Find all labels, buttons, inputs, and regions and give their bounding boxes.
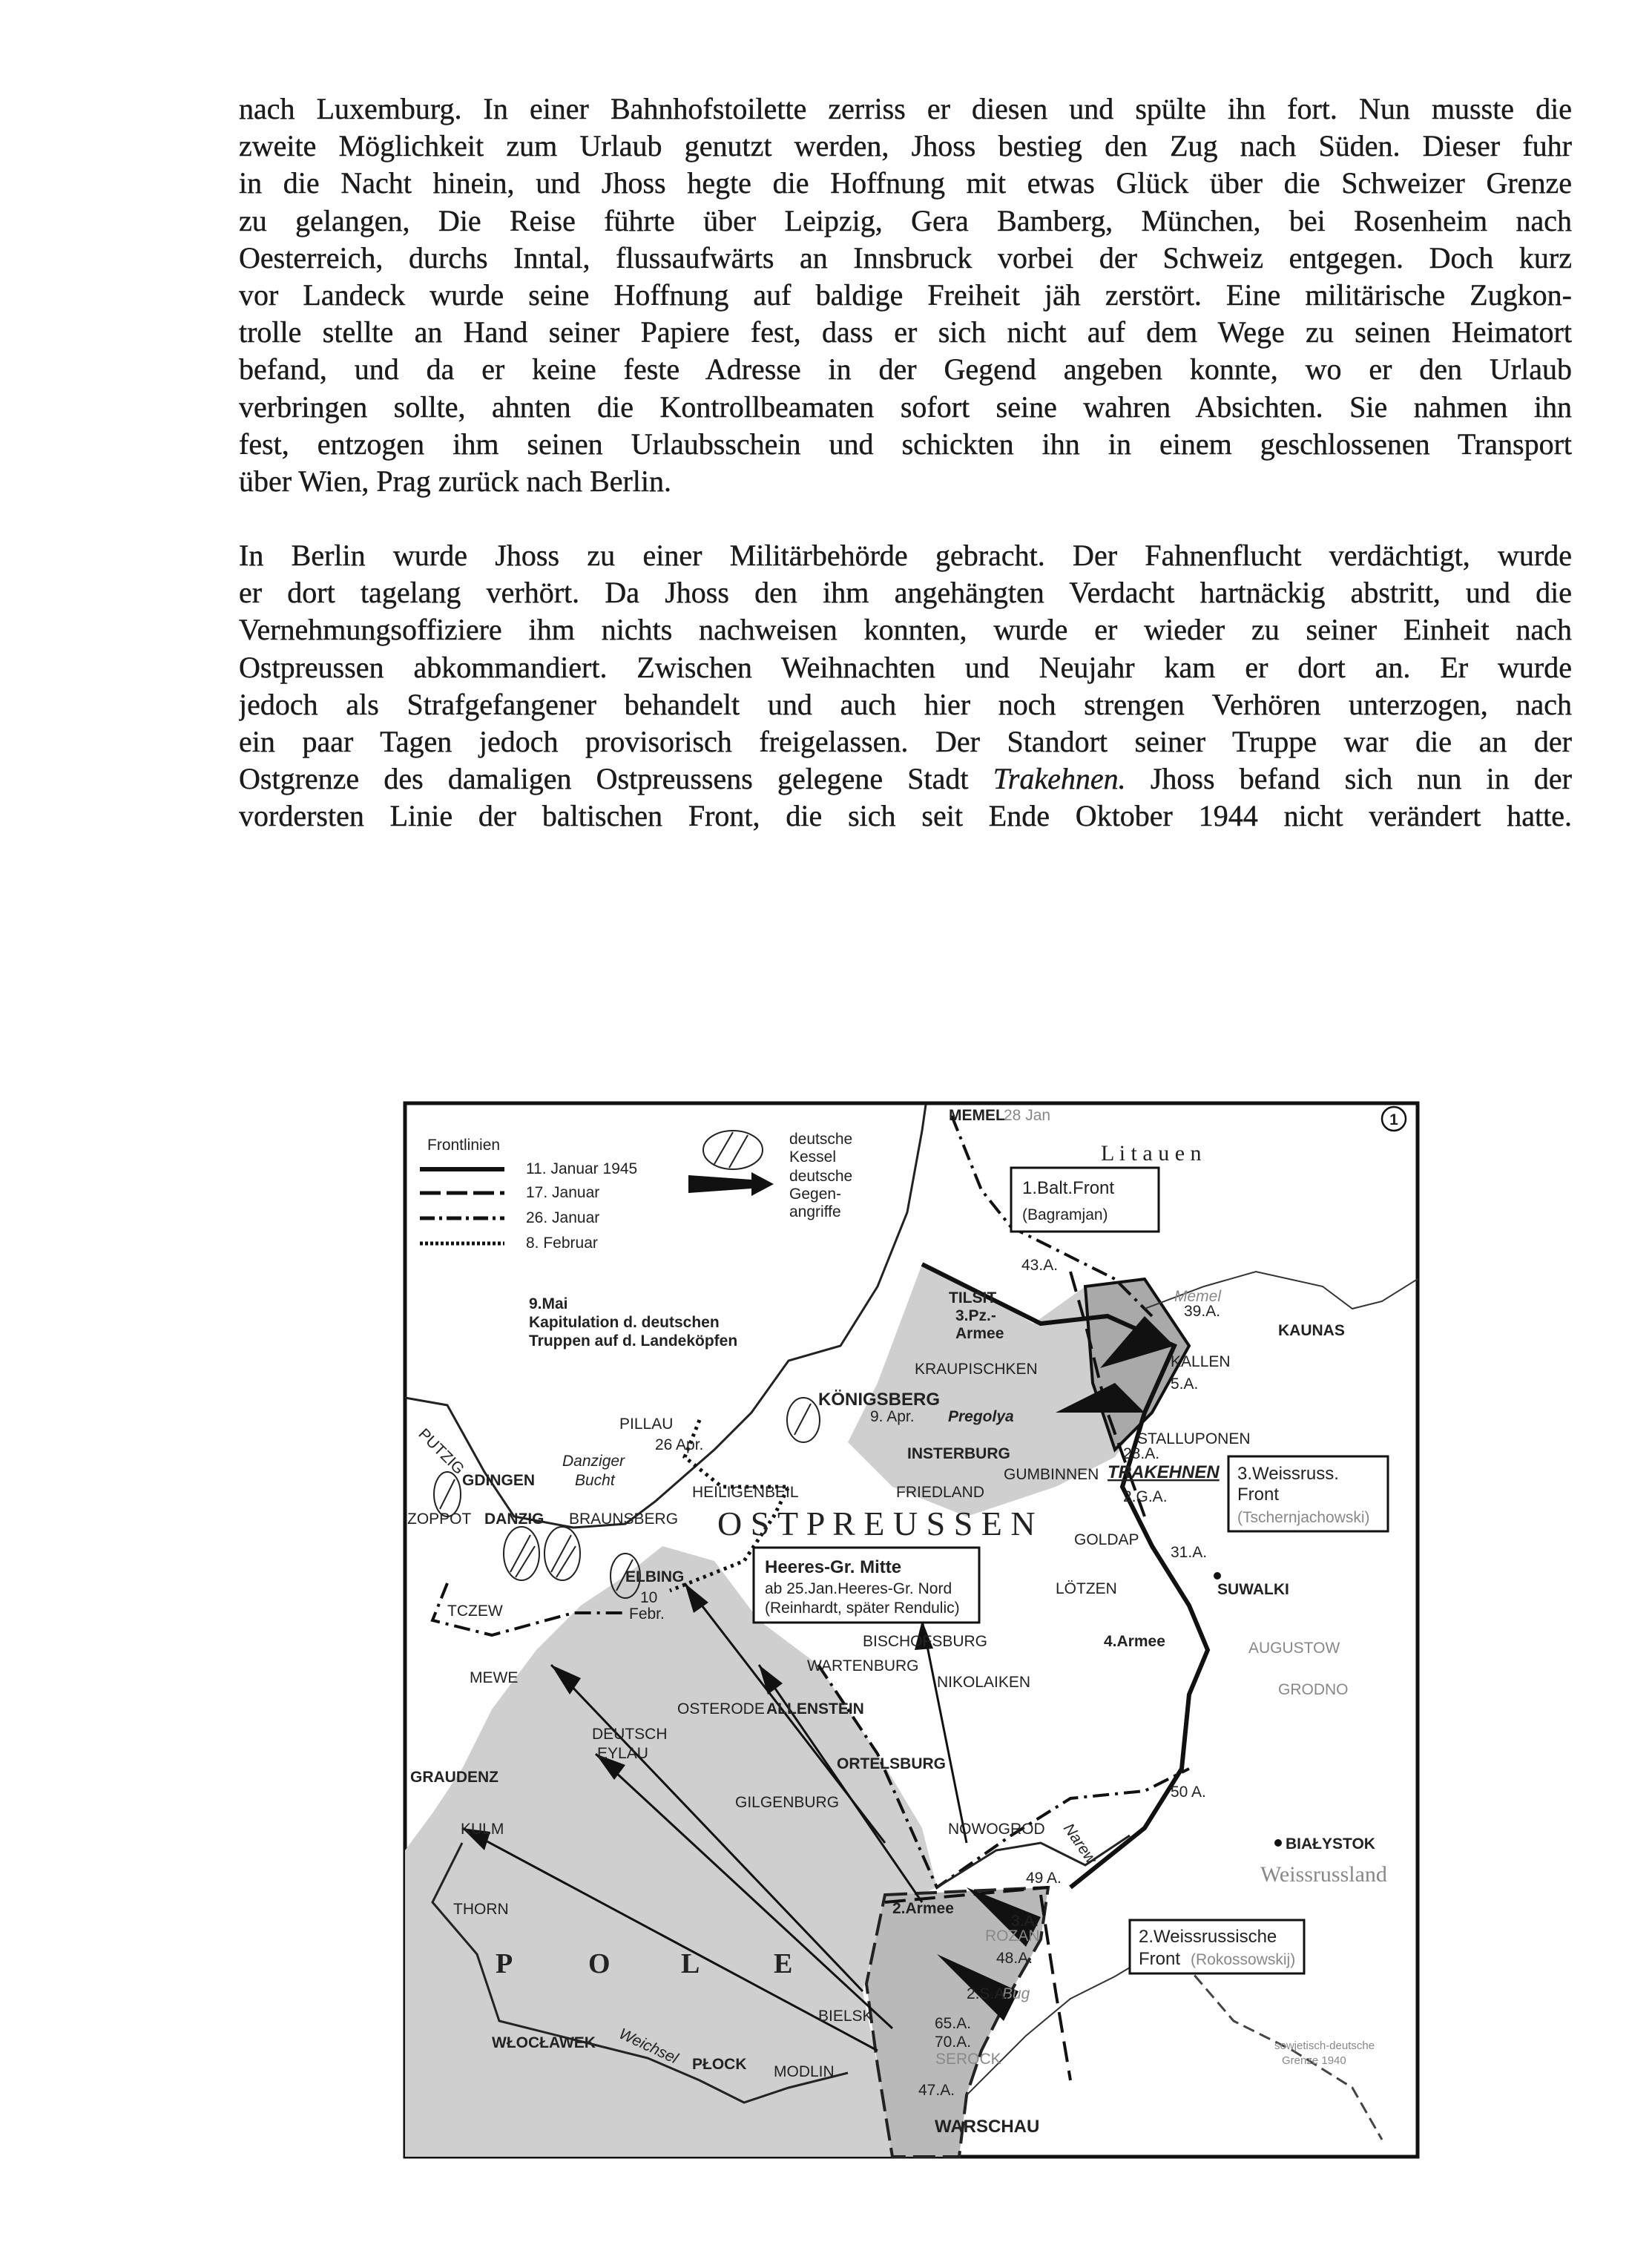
army-label: 2.S.A. bbox=[967, 1985, 1010, 2002]
army-label: 3.Pz.- bbox=[955, 1307, 996, 1324]
city-label: ZOPPOT bbox=[407, 1511, 472, 1528]
city-label: GRAUDENZ bbox=[410, 1769, 498, 1786]
city-label: PŁOCK bbox=[692, 2056, 747, 2073]
city-label: GILGENBURG bbox=[735, 1794, 840, 1811]
box-subtitle: ab 25.Jan.Heeres-Gr. Nord bbox=[765, 1580, 952, 1597]
city-label: HEILIGENBEIL bbox=[692, 1484, 799, 1501]
box-title: Front bbox=[1139, 1949, 1181, 1969]
city-label: PILLAU bbox=[619, 1416, 674, 1433]
army-label: 3.A. bbox=[1011, 1913, 1039, 1930]
region-polen-letter: E bbox=[774, 1948, 793, 1979]
army-label: Armee bbox=[955, 1325, 1004, 1342]
box-subtitle: (Bagramjan) bbox=[1022, 1206, 1108, 1223]
river-label: Pregolya bbox=[948, 1408, 1014, 1425]
army-label: 65.A. bbox=[935, 2015, 972, 2032]
city-label: SEROCK bbox=[935, 2051, 1001, 2068]
box-title: Heeres-Gr. Mitte bbox=[765, 1557, 902, 1577]
date-label: 26 Apr. bbox=[655, 1436, 704, 1453]
legend-label: 26. Januar bbox=[526, 1209, 600, 1226]
city-label: KULM bbox=[461, 1821, 504, 1838]
note-line: Truppen auf d. Landeköpfen bbox=[529, 1332, 738, 1350]
box-heeres-gr-mitte bbox=[754, 1548, 979, 1623]
text-line: Oesterreich, durchs Inntal, flussaufwärts an Innsbruck vorbei der Schweiz entgegen. Doch kurz bbox=[239, 240, 1572, 275]
river-label: Weichsel bbox=[616, 2025, 681, 2068]
note-line: 9.Mai bbox=[529, 1295, 568, 1312]
army-label: 47.A. bbox=[918, 2082, 955, 2099]
text-line: Ostpreussen abkommandiert. Zwischen Weihnachten und Neujahr kam er dort an. Er wurde bbox=[239, 650, 1572, 684]
city-label: BIAŁYSTOK bbox=[1286, 1835, 1375, 1853]
text-line: verbringen sollte, ahnten die Kontrollbeamaten sofort seine wahren Absichten. Sie nahmen ihn bbox=[239, 389, 1572, 424]
text-line: zweite Möglichkeit zum Urlaub genutzt werden, Jhoss bestieg den Zug nach Süden. Dieser fuhr bbox=[239, 129, 1572, 163]
box-title: 2.Weissrussische bbox=[1139, 1927, 1277, 1947]
army-label: 5.A. bbox=[1171, 1375, 1199, 1393]
city-label: ORTELSBURG bbox=[837, 1755, 946, 1772]
city-label: BRAUNSBERG bbox=[569, 1511, 679, 1528]
city-label: ALLENSTEIN bbox=[766, 1700, 864, 1718]
legend-title: Frontlinien bbox=[427, 1137, 501, 1154]
region-litauen: L i t a u e n bbox=[1101, 1141, 1202, 1166]
text-line: er dort tagelang verhört. Da Jhoss den ihm angehängten Verdacht hartnäckig abstritt, und die bbox=[239, 576, 1572, 610]
city-label: WŁOCŁAWEK bbox=[492, 2034, 596, 2051]
body-text bbox=[239, 91, 1572, 872]
city-label: DEUTSCH bbox=[592, 1726, 668, 1743]
army-label: 28.A. bbox=[1123, 1445, 1160, 1462]
city-label: SUWALKI bbox=[1217, 1581, 1289, 1598]
city-label: KÖNIGSBERG bbox=[818, 1390, 941, 1410]
river-label: Narew bbox=[1059, 1820, 1100, 1867]
text-line: trolle stellte an Hand seiner Papiere fest, dass er sich nicht auf dem Wege zu seinen Heimatort bbox=[239, 315, 1572, 349]
army-label: 48.A. bbox=[996, 1950, 1033, 1967]
city-label: MEMEL bbox=[949, 1107, 1005, 1124]
city-label-trakehnen: TRAKEHNEN bbox=[1108, 1462, 1220, 1482]
text-line: befand, und da er keine feste Adresse in der Gegend angeben konnte, wo er den Urlaub bbox=[239, 352, 1572, 387]
paragraph bbox=[239, 537, 1572, 835]
text-line bbox=[239, 760, 1572, 798]
city-label: TILSIT bbox=[949, 1289, 997, 1306]
box-title: Front bbox=[1237, 1485, 1280, 1505]
frontline-map bbox=[403, 1101, 1420, 2159]
city-label: NIKOLAIKEN bbox=[937, 1674, 1031, 1691]
city-label: BIELSK bbox=[818, 2008, 873, 2025]
text-line: ein paar Tagen jedoch provisorisch freigelassen. Der Standort seiner Truppe war die an der bbox=[239, 725, 1572, 758]
army-label: 43.A. bbox=[1021, 1257, 1059, 1274]
region-polen-letter: O bbox=[588, 1948, 611, 1979]
city-label: GRODNO bbox=[1278, 1681, 1349, 1698]
legend-label: 11. Januar 1945 bbox=[526, 1160, 638, 1177]
text-line: vor Landeck wurde seine Hoffnung auf baldige Freiheit jäh zerstört. Eine militärische Zugkon- bbox=[239, 277, 1572, 312]
text-segment: Jhoss befand sich nun in der bbox=[1125, 762, 1572, 796]
text-line: nach Luxemburg. In einer Bahnhofstoilette zerriss er diesen und spülte ihn fort. Nun musste die bbox=[239, 92, 1572, 125]
army-label: 2.G.A. bbox=[1123, 1488, 1168, 1505]
city-label: STALLUPONEN bbox=[1137, 1430, 1251, 1447]
city-label: GUMBINNEN bbox=[1004, 1466, 1099, 1483]
army-label: 31.A. bbox=[1171, 1544, 1208, 1561]
box-subtitle: (Reinhardt, später Rendulic) bbox=[765, 1600, 960, 1617]
city-label: KAUNAS bbox=[1278, 1322, 1345, 1339]
city-label: ROZAN bbox=[985, 1927, 1040, 1945]
date-label: 28 Jan bbox=[1004, 1107, 1051, 1124]
border-note: Grenze 1940 bbox=[1282, 2054, 1346, 2067]
date-label: Febr. bbox=[629, 1605, 665, 1623]
text-line: in die Nacht hinein, und Jhoss hegte die Hoffnung mit etwas Glück über die Schweizer Grenze bbox=[239, 166, 1572, 200]
legend-label: 8. Februar bbox=[526, 1235, 598, 1252]
city-label: LÖTZEN bbox=[1056, 1580, 1117, 1597]
army-label: 49 A. bbox=[1026, 1870, 1062, 1887]
text-line: zu gelangen, Die Reise führte über Leipzig, Gera Bamberg, München, bei Rosenheim nach bbox=[239, 203, 1572, 237]
region-polen-letter: L bbox=[681, 1948, 700, 1979]
city-label: AUGUSTOW bbox=[1248, 1640, 1340, 1657]
city-label: WARSCHAU bbox=[935, 2117, 1040, 2137]
map-number: 1 bbox=[1389, 1111, 1398, 1128]
emphasized-place-name: Trakehnen. bbox=[993, 762, 1126, 796]
army-label: 50 A. bbox=[1171, 1784, 1206, 1801]
date-label: 10 bbox=[640, 1589, 658, 1606]
city-label: OSTERODE bbox=[677, 1700, 765, 1718]
city-label: NOWOGROD bbox=[948, 1821, 1045, 1838]
legend-gegenangriffe-label: deutsche bbox=[789, 1168, 853, 1185]
bay-label: Bucht bbox=[575, 1472, 615, 1489]
box-3-weissruss-front bbox=[1228, 1456, 1388, 1531]
text-line: vordersten Linie der baltischen Front, die sich seit Ende Oktober 1944 nicht verändert hatte. bbox=[239, 799, 1572, 833]
city-label: BISCHOFSBURG bbox=[863, 1633, 988, 1650]
city-label: ELBING bbox=[625, 1568, 685, 1585]
box-title: 1.Balt.Front bbox=[1022, 1178, 1115, 1198]
text-line: Vernehmungsoffiziere ihm nichts nachweisen konnten, wurde er wieder zu seiner Einheit nach bbox=[239, 613, 1572, 647]
legend-label: 17. Januar bbox=[526, 1184, 600, 1201]
army-label: 2.Armee bbox=[892, 1900, 954, 1917]
box-1-balt-front bbox=[1011, 1168, 1159, 1232]
river-label: Memel bbox=[1174, 1288, 1222, 1305]
legend-kessel-label: Kessel bbox=[789, 1148, 837, 1166]
city-label: GOLDAP bbox=[1074, 1531, 1139, 1548]
box-2-weissruss-front bbox=[1130, 1920, 1304, 1973]
box-subtitle: (Tschernjachowski) bbox=[1237, 1509, 1370, 1526]
text-line: über Wien, Prag zurück nach Berlin. bbox=[239, 464, 672, 498]
legend-gegenangriffe-label: Gegen- bbox=[789, 1186, 842, 1203]
army-label: 70.A. bbox=[935, 2034, 972, 2051]
city-label: MODLIN bbox=[774, 2063, 835, 2080]
army-label: 4.Armee bbox=[1104, 1633, 1165, 1650]
legend-gegenangriffe-label: angriffe bbox=[789, 1203, 841, 1220]
text-segment: Ostgrenze des damaligen Ostpreussens gelegene Stadt bbox=[239, 762, 993, 796]
city-label: GDINGEN bbox=[462, 1472, 536, 1489]
text-line: jedoch als Strafgefangener behandelt und auch hier noch strengen Verhören unterzogen, nach bbox=[239, 687, 1572, 721]
legend-kessel-label: deutsche bbox=[789, 1131, 853, 1148]
city-label: TCZEW bbox=[447, 1603, 503, 1620]
city-label: FRIEDLAND bbox=[896, 1484, 985, 1501]
city-label: KALLEN bbox=[1171, 1353, 1231, 1370]
note-line: Kapitulation d. deutschen bbox=[529, 1314, 720, 1331]
paragraph bbox=[239, 91, 1572, 500]
army-label: 39.A. bbox=[1184, 1303, 1221, 1320]
city-label: INSTERBURG bbox=[907, 1445, 1010, 1462]
bay-label: Danziger bbox=[562, 1453, 625, 1470]
border-note: sowjetisch-deutsche bbox=[1274, 2039, 1375, 2052]
region-polen-letter: P bbox=[496, 1948, 513, 1979]
city-label: MEWE bbox=[470, 1669, 519, 1686]
city-label: WARTENBURG bbox=[807, 1657, 919, 1674]
text-line: fest, entzogen ihm seinen Urlaubsschein und schickten ihn in einem geschlossenen Transport bbox=[239, 427, 1572, 461]
region-weissrussland: Weissrussland bbox=[1260, 1862, 1387, 1887]
date-label: 9. Apr. bbox=[870, 1408, 915, 1425]
text-line: In Berlin wurde Jhoss zu einer Militärbehörde gebracht. Der Fahnenflucht verdächtigt, wurde bbox=[239, 539, 1572, 573]
city-label: KRAUPISCHKEN bbox=[915, 1361, 1038, 1378]
city-label: THORN bbox=[453, 1901, 509, 1918]
region-ostpreussen: O S T P R E U S S E N bbox=[717, 1505, 1036, 1542]
city-label: EYLAU bbox=[597, 1745, 648, 1762]
city-label: PUTZIG bbox=[415, 1425, 468, 1478]
river-label: Bug bbox=[1002, 1985, 1030, 2002]
box-subtitle: (Rokossowskij) bbox=[1191, 1951, 1296, 1968]
box-title: 3.Weissruss. bbox=[1237, 1464, 1339, 1484]
city-label: DANZIG bbox=[484, 1511, 544, 1528]
